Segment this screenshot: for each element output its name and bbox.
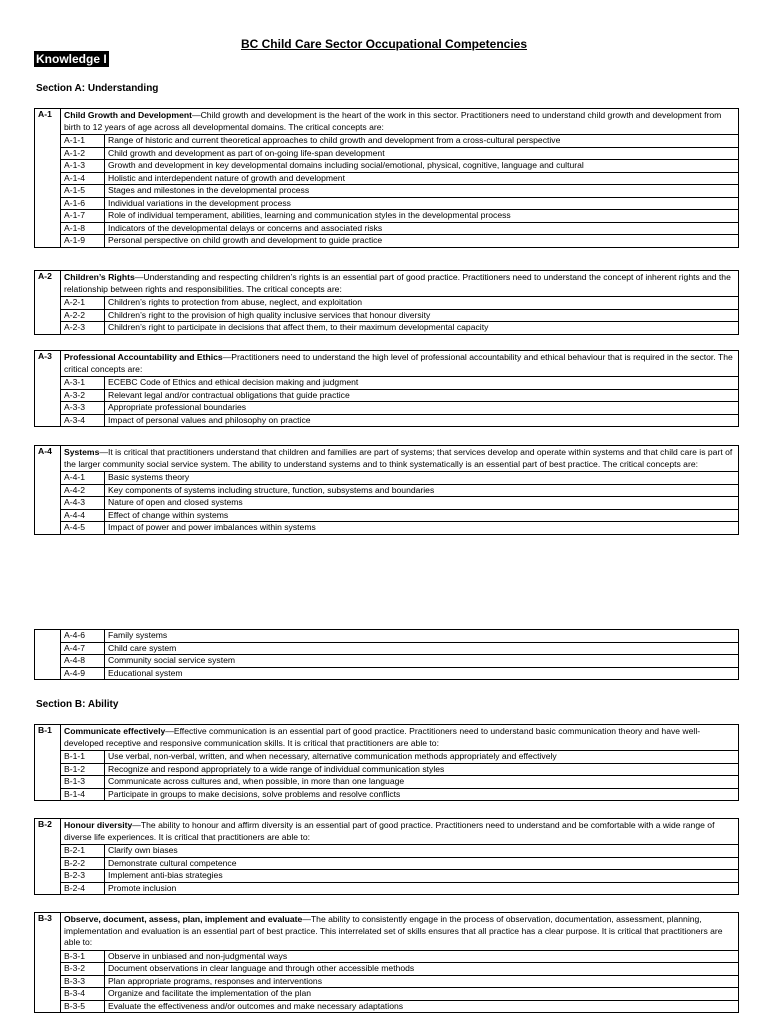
table-row: [35, 857, 739, 870]
block-code: A-2: [35, 271, 61, 335]
competency-block-b1: [34, 724, 739, 801]
item-code: A-1-8: [61, 222, 105, 235]
block-intro-text: —Effective communication is an essential part of good practice. Practitioners need to understand basic communication theory and have well-developed receptive and responsive communication skills. It is critical that practitioners are able to:: [64, 726, 701, 748]
block-name: Systems: [64, 447, 100, 457]
table-row: [35, 963, 739, 976]
item-code: A-4-8: [61, 655, 105, 668]
item-text: Clarify own biases: [105, 845, 739, 858]
item-code: B-1-2: [61, 763, 105, 776]
table-row: [35, 497, 739, 510]
item-text: Implement anti-bias strategies: [105, 870, 739, 883]
table-row: [35, 763, 739, 776]
table-row: [35, 776, 739, 789]
block-name: Honour diversity: [64, 820, 133, 830]
item-text: Observe in unbiased and non-judgmental ways: [105, 950, 739, 963]
item-code: A-2-3: [61, 322, 105, 335]
table-row: [35, 197, 739, 210]
competency-block-a4-continued: [34, 629, 739, 680]
item-text: Organize and facilitate the implementation of the plan: [105, 988, 739, 1001]
knowledge-label: Knowledge I: [36, 52, 107, 66]
item-text: Impact of personal values and philosophy on practice: [105, 414, 739, 427]
table-row: [35, 522, 739, 535]
block-name: Communicate effectively: [64, 726, 166, 736]
item-code: A-4-1: [61, 472, 105, 485]
block-intro: [61, 351, 739, 377]
block-intro: [61, 109, 739, 135]
item-text: Evaluate the effectiveness and/or outcomes and make necessary adaptations: [105, 1000, 739, 1013]
block-name: Observe, document, assess, plan, implement and evaluate: [64, 914, 303, 924]
table-row: [35, 222, 739, 235]
item-code: A-3-4: [61, 414, 105, 427]
item-code: A-1-4: [61, 172, 105, 185]
table-row: [35, 185, 739, 198]
item-code: B-3-3: [61, 975, 105, 988]
competency-block-b2: [34, 818, 739, 895]
item-text: Plan appropriate programs, responses and interventions: [105, 975, 739, 988]
item-text: Holistic and interdependent nature of growth and development: [105, 172, 739, 185]
item-text: Child growth and development as part of on-going life-span development: [105, 147, 739, 160]
table-row: [35, 845, 739, 858]
block-intro-text: —Child growth and development is the heart of the work in this sector. Practitioners need to understand child growth and development from birth to 12 years of age across all developmental domains. The critical concepts are:: [64, 110, 722, 132]
table-row: [35, 472, 739, 485]
item-code: A-4-9: [61, 667, 105, 680]
item-text: Promote inclusion: [105, 882, 739, 895]
block-intro: [61, 819, 739, 845]
block-intro-text: —The ability to honour and affirm diversity is an essential part of good practice. Practitioners need to understand and be comfortable with a wide range of diverse life experiences. It is critical that practitioners are able to:: [64, 820, 715, 842]
item-code: A-4-2: [61, 484, 105, 497]
item-code: A-2-2: [61, 309, 105, 322]
item-text: Child care system: [105, 642, 739, 655]
item-text: Children’s rights to protection from abuse, neglect, and exploitation: [105, 297, 739, 310]
item-text: ECEBC Code of Ethics and ethical decision making and judgment: [105, 377, 739, 390]
item-code: A-3-3: [61, 402, 105, 415]
block-code: B-3: [35, 913, 61, 1013]
table-row: [35, 484, 739, 497]
item-text: Nature of open and closed systems: [105, 497, 739, 510]
item-text: Relevant legal and/or contractual obligations that guide practice: [105, 389, 739, 402]
competency-block-b3: [34, 912, 739, 1013]
item-text: Recognize and respond appropriately to a wide range of individual communication styles: [105, 763, 739, 776]
block-code: A-1: [35, 109, 61, 248]
item-text: Role of individual temperament, abilities, learning and communication styles in the developmental process: [105, 210, 739, 223]
item-code: B-2-2: [61, 857, 105, 870]
table-row: [35, 788, 739, 801]
item-code: B-3-4: [61, 988, 105, 1001]
item-code: A-4-3: [61, 497, 105, 510]
block-code: B-1: [35, 725, 61, 801]
block-intro: [61, 271, 739, 297]
item-code: A-1-2: [61, 147, 105, 160]
item-text: Basic systems theory: [105, 472, 739, 485]
table-row: [35, 988, 739, 1001]
document-title: BC Child Care Sector Occupational Competencies: [240, 37, 528, 51]
block-intro-text: —The ability to consistently engage in the process of observation, documentation, assessment, planning, implementation and evaluation is an essential part of best practice. This interrelated set of skills ensures that all practice has a clear purpose. It is critical that practitioners are able to:: [64, 914, 723, 947]
item-text: Family systems: [105, 630, 739, 643]
item-text: Effect of change within systems: [105, 509, 739, 522]
table-row: [35, 235, 739, 248]
table-row: [35, 377, 739, 390]
block-code: A-3: [35, 351, 61, 427]
item-code: A-3-1: [61, 377, 105, 390]
competency-block-a3: [34, 350, 739, 427]
block-intro: [61, 725, 739, 751]
table-row: [35, 322, 739, 335]
item-code: B-2-1: [61, 845, 105, 858]
block-code: B-2: [35, 819, 61, 895]
table-row: [35, 655, 739, 668]
item-code: B-1-4: [61, 788, 105, 801]
block-intro-text: —Practitioners need to understand the high level of professional accountability and ethical behaviour that is required in the sector. The critical concepts are:: [64, 352, 733, 374]
block-name: Professional Accountability and Ethics: [64, 352, 223, 362]
item-code: B-1-3: [61, 776, 105, 789]
table-row: [35, 975, 739, 988]
item-code: A-1-6: [61, 197, 105, 210]
item-code: A-4-6: [61, 630, 105, 643]
section-b-heading: Section B: Ability: [36, 699, 119, 710]
table-row: [35, 172, 739, 185]
item-code: B-3-1: [61, 950, 105, 963]
item-text: Individual variations in the development process: [105, 197, 739, 210]
item-text: Children’s right to the provision of high quality inclusive services that honour diversity: [105, 309, 739, 322]
block-intro: [61, 913, 739, 951]
item-text: Impact of power and power imbalances within systems: [105, 522, 739, 535]
competency-block-a1: [34, 108, 739, 248]
item-code: A-4-5: [61, 522, 105, 535]
table-row: [35, 210, 739, 223]
item-code: B-2-4: [61, 882, 105, 895]
table-row: [35, 870, 739, 883]
item-text: Educational system: [105, 667, 739, 680]
item-text: Children’s right to participate in decisions that affect them, to their maximum developmental capacity: [105, 322, 739, 335]
table-row: [35, 160, 739, 173]
item-text: Appropriate professional boundaries: [105, 402, 739, 415]
competency-block-a2: [34, 270, 739, 335]
table-row: [35, 630, 739, 643]
block-name: Children’s Rights: [64, 272, 135, 282]
block-intro-text: —Understanding and respecting children’s rights is an essential part of good practice. Practitioners need to understand the concept of inherent rights and the relationship between rights and responsibilities. The critical concepts are:: [64, 272, 731, 294]
table-row: [35, 667, 739, 680]
table-row: [35, 309, 739, 322]
table-row: [35, 297, 739, 310]
table-row: [35, 414, 739, 427]
table-row: [35, 135, 739, 148]
block-intro: [61, 446, 739, 472]
item-text: Range of historic and current theoretical approaches to child growth and development from a cross-cultural perspective: [105, 135, 739, 148]
item-text: Demonstrate cultural competence: [105, 857, 739, 870]
item-text: Participate in groups to make decisions, solve problems and resolve conflicts: [105, 788, 739, 801]
item-code: A-1-9: [61, 235, 105, 248]
item-code: B-3-5: [61, 1000, 105, 1013]
item-code: A-1-5: [61, 185, 105, 198]
block-code-empty: [35, 630, 61, 680]
table-row: [35, 882, 739, 895]
table-row: [35, 950, 739, 963]
block-intro-text: —It is critical that practitioners understand that children and families are part of systems; that services develop and operate within systems and that child care is part of the larger community social service system. The ability to understand systems and to think systematically is an essential part of best practice. The critical concepts are:: [64, 447, 733, 469]
table-row: [35, 642, 739, 655]
block-code: A-4: [35, 446, 61, 535]
item-text: Document observations in clear language and through other accessible methods: [105, 963, 739, 976]
item-code: A-4-7: [61, 642, 105, 655]
item-code: B-2-3: [61, 870, 105, 883]
item-code: B-1-1: [61, 751, 105, 764]
item-code: A-3-2: [61, 389, 105, 402]
item-text: Indicators of the developmental delays or concerns and associated risks: [105, 222, 739, 235]
table-row: [35, 389, 739, 402]
block-name: Child Growth and Development: [64, 110, 192, 120]
item-text: Personal perspective on child growth and development to guide practice: [105, 235, 739, 248]
section-a-heading: Section A: Understanding: [36, 83, 159, 94]
item-text: Stages and milestones in the developmental process: [105, 185, 739, 198]
competency-block-a4: [34, 445, 739, 535]
item-text: Key components of systems including structure, function, subsystems and boundaries: [105, 484, 739, 497]
table-row: [35, 509, 739, 522]
table-row: [35, 147, 739, 160]
item-code: B-3-2: [61, 963, 105, 976]
item-code: A-4-4: [61, 509, 105, 522]
item-code: A-1-7: [61, 210, 105, 223]
item-text: Communicate across cultures and, when possible, in more than one language: [105, 776, 739, 789]
item-code: A-1-3: [61, 160, 105, 173]
item-code: A-1-1: [61, 135, 105, 148]
item-text: Growth and development in key developmental domains including social/emotional, physical, cognitive, language and cultural: [105, 160, 739, 173]
item-text: Use verbal, non-verbal, written, and when necessary, alternative communication methods appropriately and effectively: [105, 751, 739, 764]
table-row: [35, 751, 739, 764]
table-row: [35, 1000, 739, 1013]
item-code: A-2-1: [61, 297, 105, 310]
item-text: Community social service system: [105, 655, 739, 668]
table-row: [35, 402, 739, 415]
